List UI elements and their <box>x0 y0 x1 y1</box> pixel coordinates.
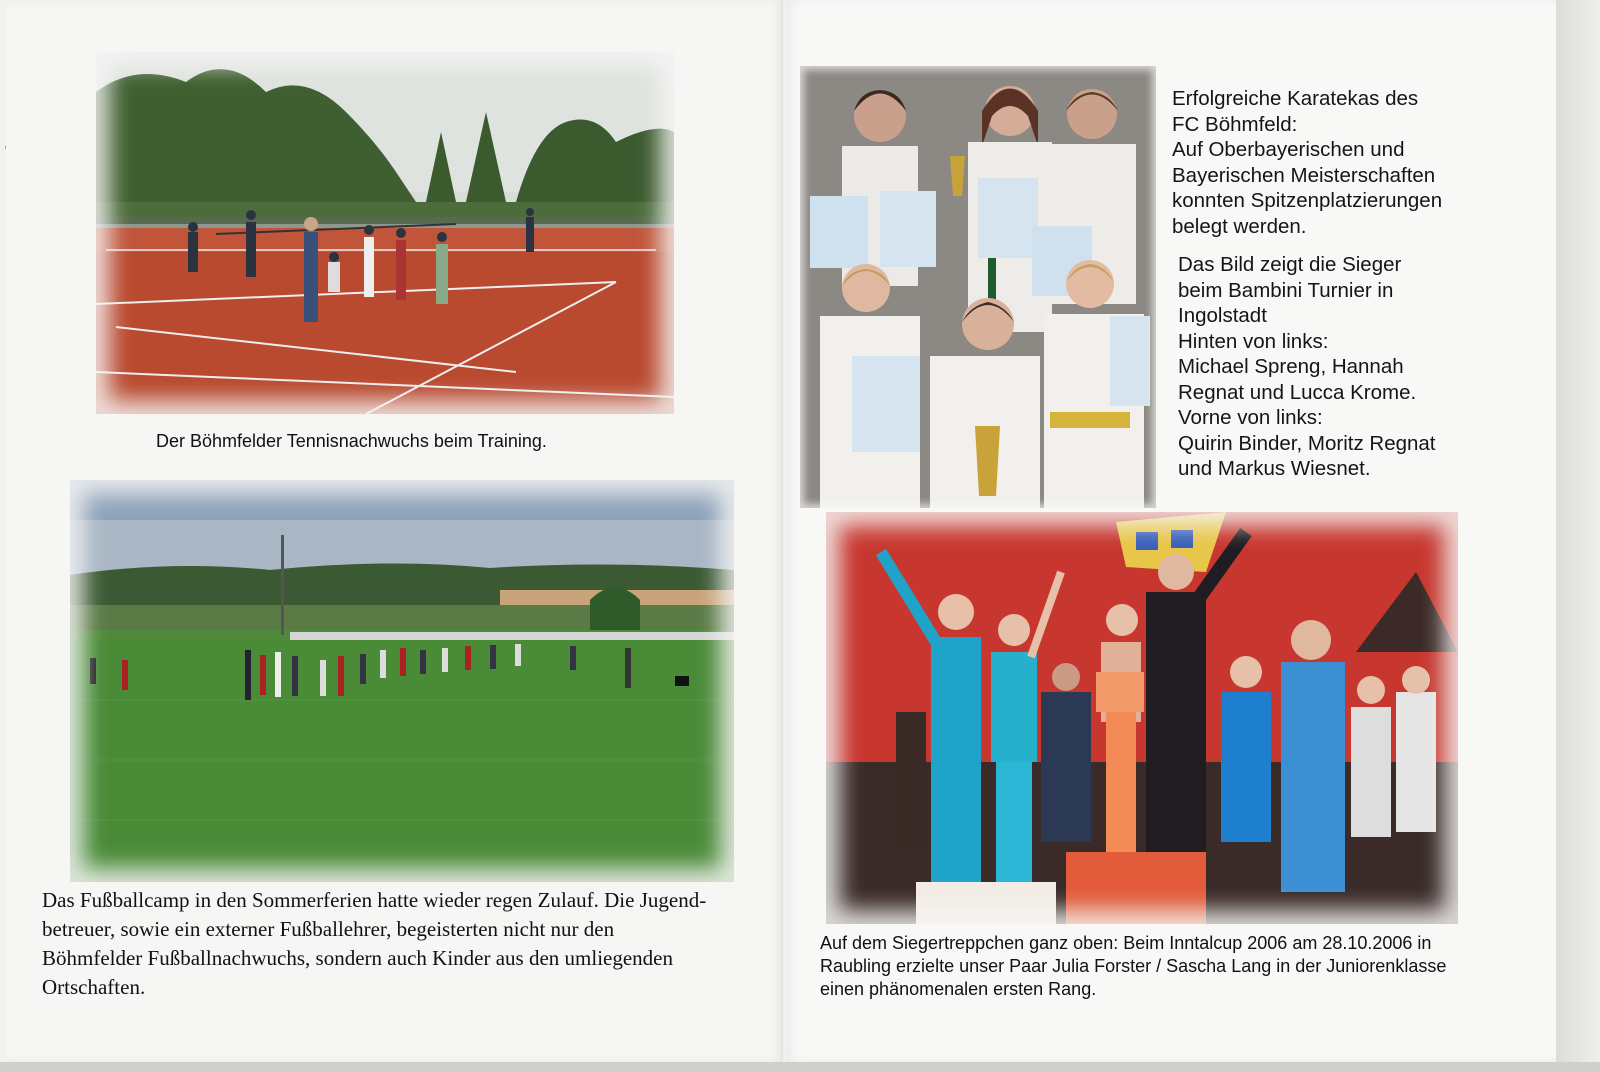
football-caption-line: Böhmfelder Fußballnachwuchs, sondern auch Kinder aus den umliegenden <box>42 946 673 970</box>
bottom-shadow <box>0 1062 1600 1072</box>
karate-text-paragraph2 <box>1178 252 1436 482</box>
tennis-caption: Der Böhmfelder Tennisnachwuchs beim Training. <box>156 431 547 451</box>
karate-text-line: Auf Oberbayerischen und <box>1172 138 1405 161</box>
karate-text-line: Das Bild zeigt die Sieger <box>1178 253 1402 276</box>
karate-text-line: Regnat und Lucca Krome. <box>1178 380 1417 404</box>
dance-caption <box>820 932 1520 1001</box>
karate-text-line: beim Bambini Turnier in <box>1178 278 1394 302</box>
karate-text-line: Erfolgreiche Karatekas des <box>1172 87 1419 110</box>
karate-text-line: Michael Spreng, Hannah <box>1178 355 1404 378</box>
karate-text-paragraph1 <box>1172 86 1442 239</box>
football-caption-line: Das Fußballcamp in den Sommerferien hatte wieder regen Zulauf. Die Jugend- <box>42 888 707 912</box>
football-caption-line: betreuer, sowie ein externer Fußballehrer, begeisterten nicht nur den <box>42 917 615 941</box>
tennis-photo <box>96 52 674 414</box>
page-edge <box>1556 0 1600 1072</box>
karate-text-line: FC Böhmfeld: <box>1172 112 1298 136</box>
karate-photo <box>800 66 1156 508</box>
dance-photo <box>826 512 1458 924</box>
dance-caption-line: Auf dem Siegertreppchen ganz oben: Beim Inntalcup 2006 am 28.10.2006 in <box>820 933 1432 953</box>
football-photo <box>70 480 734 882</box>
karate-text-line: Quirin Binder, Moritz Regnat <box>1178 431 1436 455</box>
karate-text-line: Ingolstadt <box>1178 304 1267 327</box>
karate-text-line: Hinten von links: <box>1178 329 1329 353</box>
football-caption <box>42 886 772 1002</box>
dance-caption-line: einen phänomenalen ersten Rang. <box>820 979 1097 999</box>
karate-text-line: Vorne von links: <box>1178 406 1323 429</box>
karate-text-line: belegt werden. <box>1172 214 1307 238</box>
karate-text-line: konnten Spitzenplatzierungen <box>1172 189 1443 212</box>
dance-caption-line: Raubling erzielte unser Paar Julia Forster / Sascha Lang in der Juniorenklasse <box>820 956 1447 976</box>
karate-text-line: Bayerischen Meisterschaften <box>1172 163 1436 187</box>
karate-text-line: und Markus Wiesnet. <box>1178 457 1371 480</box>
football-caption-line: Ortschaften. <box>42 975 146 999</box>
